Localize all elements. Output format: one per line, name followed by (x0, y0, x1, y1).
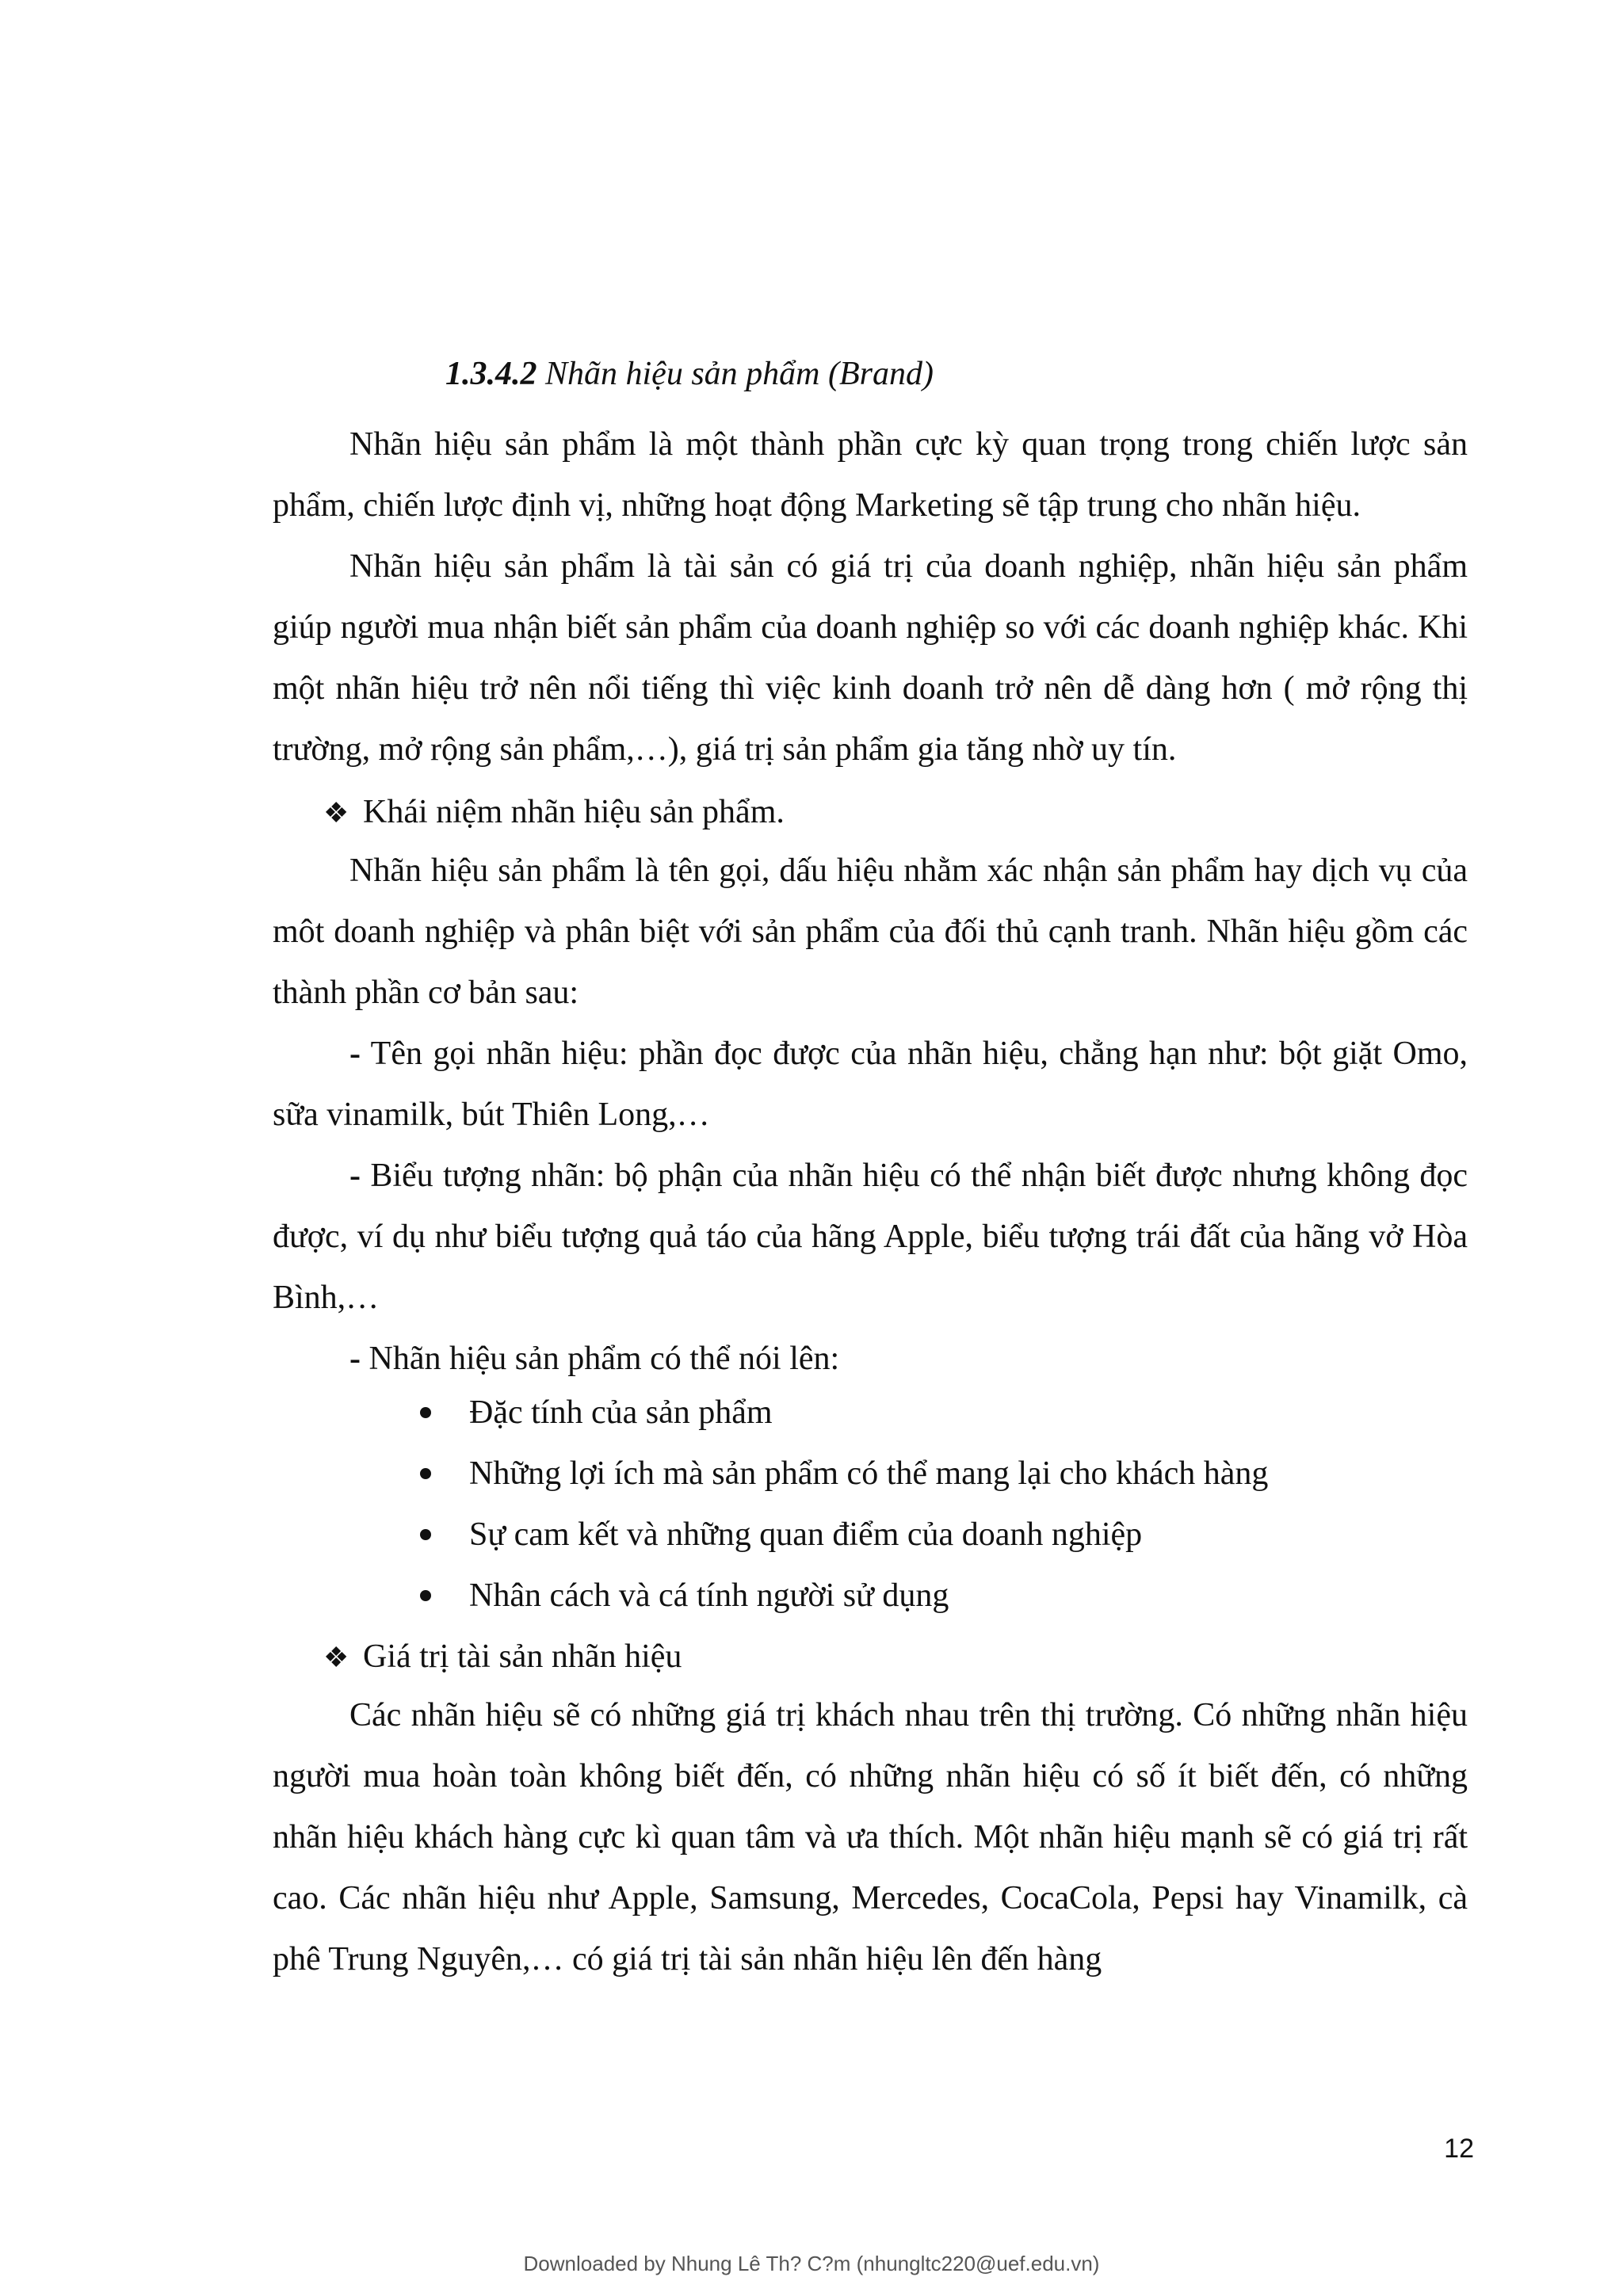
dash-marker: - (349, 1158, 361, 1194)
paragraph-6 (273, 1329, 1468, 1390)
paragraph-6-text: Nhãn hiệu sản phẩm có thể nói lên: (361, 1341, 840, 1377)
dash-marker: - (349, 1341, 361, 1377)
diamond-item-concept (323, 788, 785, 837)
bullet-dot-icon (420, 1468, 431, 1479)
paragraph-5 (273, 1146, 1468, 1329)
bullet-item: Nhân cách và cá tính người sử dụng (469, 1577, 949, 1614)
section-heading (445, 350, 934, 398)
diamond-bullet-icon: ❖ (323, 1642, 349, 1673)
paragraph-4 (273, 1024, 1468, 1146)
bullet-item: Sự cam kết và những quan điểm của doanh nghiệp (469, 1516, 1143, 1553)
paragraph-3: Nhãn hiệu sản phẩm là tên gọi, dấu hiệu nhằm xác nhận sản phẩm hay dịch vụ của môt doanh nghiệp và phân biệt với sản phẩm của đối thủ cạnh tranh. Nhãn hiệu gồm các thành phần cơ bản sau: (273, 852, 1468, 1011)
section-number: 1.3.4.2 (445, 356, 537, 392)
paragraph-7: Các nhãn hiệu sẽ có những giá trị khách nhau trên thị trường. Có những nhãn hiệu người mua hoàn toàn không biết đến, có những nhãn hiệu có số ít biết đến, có những nhãn hiệu khách hàng cực kì quan tâm và ưa thích. Một nhãn hiệu mạnh sẽ có giá trị rất cao. Các nhãn hiệu như Apple, Samsung, Mercedes, CocaCola, Pepsi hay Vinamilk, cà phê Trung Nguyên,… có giá trị tài sản nhãn hiệu lên đến hàng (273, 1697, 1468, 1978)
diamond-item-label: Khái niệm nhãn hiệu sản phẩm. (363, 794, 785, 830)
section-title: Nhãn hiệu sản phẩm (Brand) (537, 356, 934, 392)
paragraph-4-text: Tên gọi nhãn hiệu: phần đọc được của nhãn hiệu, chẳng hạn như: bột giặt Omo, sữa vinamilk, bút Thiên Long,… (273, 1035, 1468, 1133)
bullet-dot-icon (420, 1529, 431, 1540)
bullet-item: Những lợi ích mà sản phẩm có thể mang lại cho khách hàng (469, 1455, 1269, 1492)
download-footer: Downloaded by Nhung Lê Th? C?m (nhungltc220@uef.edu.vn) (523, 2252, 1100, 2275)
dash-marker: - (349, 1035, 361, 1072)
paragraph-5-text: Biểu tượng nhãn: bộ phận của nhãn hiệu có thể nhận biết được nhưng không đọc được, ví dụ như biểu tượng quả táo của hãng Apple, biểu tượng trái đất của hãng vở Hòa Bình,… (273, 1158, 1468, 1316)
page-number: 12 (1444, 2134, 1474, 2164)
paragraph-1: Nhãn hiệu sản phẩm là một thành phần cực kỳ quan trọng trong chiến lược sản phẩm, chiến lược định vị, những hoạt động Marketing sẽ tập trung cho nhãn hiệu. (273, 426, 1468, 524)
bullet-item: Đặc tính của sản phẩm (469, 1394, 773, 1431)
bullet-dot-icon (420, 1590, 431, 1601)
paragraph-2: Nhãn hiệu sản phẩm là tài sản có giá trị của doanh nghiệp, nhãn hiệu sản phẩm giúp người mua nhận biết sản phẩm của doanh nghiệp so với các doanh nghiệp khác. Khi một nhãn hiệu trở nên nổi tiếng thì việc kinh doanh trở nên dễ dàng hơn ( mở rộng thị trường, mở rộng sản phẩm,…), giá trị sản phẩm gia tăng nhờ uy tín. (273, 548, 1468, 768)
diamond-item-value (323, 1633, 682, 1681)
diamond-bullet-icon: ❖ (323, 797, 349, 829)
diamond-item-label: Giá trị tài sản nhãn hiệu (363, 1638, 682, 1675)
bullet-dot-icon (420, 1407, 431, 1418)
